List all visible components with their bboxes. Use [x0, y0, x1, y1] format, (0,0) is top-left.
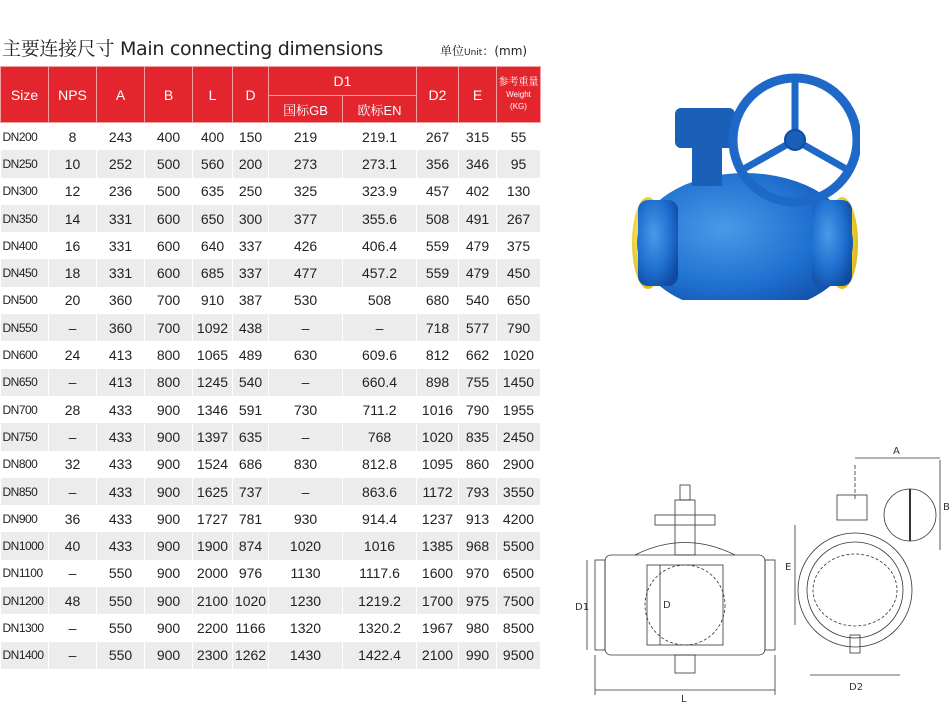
table-cell: 1020	[417, 423, 459, 450]
label-l: L	[681, 694, 687, 705]
table-cell: 12	[49, 178, 97, 205]
table-cell: 900	[145, 423, 193, 450]
table-cell: 150	[233, 123, 269, 151]
table-row	[1, 287, 541, 314]
table-row	[1, 532, 541, 559]
table-cell: 2000	[193, 560, 233, 587]
header-weight	[497, 67, 541, 123]
table-cell: 600	[145, 259, 193, 286]
table-cell: DN300	[1, 178, 49, 205]
table-cell: 337	[233, 259, 269, 286]
table-row	[1, 396, 541, 423]
table-cell: –	[49, 560, 97, 587]
table-row	[1, 560, 541, 587]
unit-label: 单位	[440, 44, 465, 58]
table-cell: 20	[49, 287, 97, 314]
header-d: D	[233, 67, 269, 123]
table-cell: 479	[459, 232, 497, 259]
table-cell: DN1300	[1, 614, 49, 641]
unit-value: ：(mm)	[482, 44, 528, 58]
table-cell: 1095	[417, 451, 459, 478]
table-cell: 1065	[193, 341, 233, 368]
table-cell: 130	[497, 178, 541, 205]
table-cell: 662	[459, 341, 497, 368]
table-cell: 914.4	[343, 505, 417, 532]
table-cell: 55	[497, 123, 541, 151]
table-cell: 489	[233, 341, 269, 368]
table-cell: –	[49, 614, 97, 641]
table-cell: 36	[49, 505, 97, 532]
table-cell: DN850	[1, 478, 49, 505]
table-cell: 1166	[233, 614, 269, 641]
table-cell: 980	[459, 614, 497, 641]
table-cell: 479	[459, 259, 497, 286]
header-d1: D1	[269, 67, 417, 96]
table-cell: DN700	[1, 396, 49, 423]
table-cell: 975	[459, 587, 497, 614]
table-cell: DN1400	[1, 642, 49, 669]
table-cell: 1016	[343, 532, 417, 559]
table-cell: 28	[49, 396, 97, 423]
table-cell: DN1000	[1, 532, 49, 559]
table-cell: 900	[145, 532, 193, 559]
table-cell: 1600	[417, 560, 459, 587]
table-cell: 600	[145, 232, 193, 259]
table-cell: –	[49, 478, 97, 505]
table-cell: 900	[145, 505, 193, 532]
table-cell: 4200	[497, 505, 541, 532]
table-cell: 640	[193, 232, 233, 259]
table-cell: 559	[417, 232, 459, 259]
table-cell: 1450	[497, 369, 541, 396]
table-cell: 426	[269, 232, 343, 259]
table-cell: 219.1	[343, 123, 417, 151]
table-cell: 375	[497, 232, 541, 259]
table-cell: 1237	[417, 505, 459, 532]
table-row	[1, 587, 541, 614]
table-cell: 680	[417, 287, 459, 314]
table-cell: 2100	[417, 642, 459, 669]
table-cell: 40	[49, 532, 97, 559]
table-cell: 9500	[497, 642, 541, 669]
table-cell: DN250	[1, 150, 49, 177]
table-cell: 355.6	[343, 205, 417, 232]
table-cell: 559	[417, 259, 459, 286]
table-cell: 508	[343, 287, 417, 314]
table-cell: DN750	[1, 423, 49, 450]
table-cell: 1262	[233, 642, 269, 669]
table-cell: 800	[145, 369, 193, 396]
table-cell: 1245	[193, 369, 233, 396]
header-weight-cn: 参考重量	[498, 76, 539, 88]
table-cell: 540	[233, 369, 269, 396]
header-a: A	[97, 67, 145, 123]
table-row	[1, 423, 541, 450]
table-cell: 900	[145, 642, 193, 669]
table-cell: DN650	[1, 369, 49, 396]
table-cell: 413	[97, 369, 145, 396]
table-cell: 812	[417, 341, 459, 368]
table-cell: 402	[459, 178, 497, 205]
table-cell: 243	[97, 123, 145, 151]
label-d2: D2	[849, 682, 864, 693]
table-cell: 219	[269, 123, 343, 151]
table-cell: 325	[269, 178, 343, 205]
header-e: E	[459, 67, 497, 123]
table-cell: 32	[49, 451, 97, 478]
table-cell: 609.6	[343, 341, 417, 368]
table-cell: 900	[145, 587, 193, 614]
table-cell: 900	[145, 560, 193, 587]
table-row	[1, 341, 541, 368]
table-cell: 1092	[193, 314, 233, 341]
table-cell: 377	[269, 205, 343, 232]
table-cell: 14	[49, 205, 97, 232]
table-cell: 711.2	[343, 396, 417, 423]
table-cell: 835	[459, 423, 497, 450]
table-cell: 635	[193, 178, 233, 205]
table-cell: 812.8	[343, 451, 417, 478]
table-cell: –	[49, 369, 97, 396]
table-cell: –	[49, 642, 97, 669]
table-cell: 400	[145, 123, 193, 151]
table-cell: 10	[49, 150, 97, 177]
table-cell: 8	[49, 123, 97, 151]
table-cell: DN500	[1, 287, 49, 314]
table-row	[1, 232, 541, 259]
table-cell: 457	[417, 178, 459, 205]
table-cell: 630	[269, 341, 343, 368]
table-cell: 591	[233, 396, 269, 423]
label-d: D	[663, 600, 671, 611]
table-row	[1, 205, 541, 232]
table-cell: DN1200	[1, 587, 49, 614]
table-cell: DN900	[1, 505, 49, 532]
table-cell: –	[269, 478, 343, 505]
table-cell: DN200	[1, 123, 49, 151]
table-cell: 660.4	[343, 369, 417, 396]
table-cell: 898	[417, 369, 459, 396]
table-cell: 24	[49, 341, 97, 368]
table-cell: 400	[193, 123, 233, 151]
table-cell: 5500	[497, 532, 541, 559]
table-cell: 768	[343, 423, 417, 450]
table-cell: 2200	[193, 614, 233, 641]
table-cell: 1397	[193, 423, 233, 450]
table-row	[1, 123, 541, 151]
table-cell: 1130	[269, 560, 343, 587]
table-row	[1, 478, 541, 505]
table-row	[1, 614, 541, 641]
table-cell: 500	[145, 178, 193, 205]
table-row	[1, 150, 541, 177]
table-cell: 577	[459, 314, 497, 341]
table-cell: 913	[459, 505, 497, 532]
table-cell: 900	[145, 396, 193, 423]
label-a: A	[893, 446, 900, 457]
label-b: B	[943, 502, 950, 513]
unit-note	[440, 42, 527, 59]
header-nps: NPS	[49, 67, 97, 123]
table-row	[1, 642, 541, 669]
table-cell: 433	[97, 423, 145, 450]
table-row	[1, 369, 541, 396]
table-cell: 360	[97, 314, 145, 341]
table-cell: 686	[233, 451, 269, 478]
table-cell: DN550	[1, 314, 49, 341]
dimensions-table	[0, 66, 541, 669]
table-cell: 1955	[497, 396, 541, 423]
table-cell: 730	[269, 396, 343, 423]
table-cell: 1230	[269, 587, 343, 614]
table-cell: 200	[233, 150, 269, 177]
table-cell: 550	[97, 587, 145, 614]
table-cell: 1219.2	[343, 587, 417, 614]
table-cell: –	[343, 314, 417, 341]
table-cell: 491	[459, 205, 497, 232]
table-cell: 700	[145, 287, 193, 314]
table-cell: 508	[417, 205, 459, 232]
table-cell: 863.6	[343, 478, 417, 505]
table-cell: 267	[417, 123, 459, 151]
table-cell: 900	[145, 451, 193, 478]
table-cell: 685	[193, 259, 233, 286]
table-cell: 433	[97, 396, 145, 423]
table-cell: 337	[233, 232, 269, 259]
table-cell: 2450	[497, 423, 541, 450]
table-cell: 236	[97, 178, 145, 205]
header-d2: D2	[417, 67, 459, 123]
table-cell: 976	[233, 560, 269, 587]
table-cell: 1172	[417, 478, 459, 505]
table-cell: 1020	[497, 341, 541, 368]
table-cell: 3550	[497, 478, 541, 505]
table-cell: 968	[459, 532, 497, 559]
table-cell: 2300	[193, 642, 233, 669]
table-cell: 18	[49, 259, 97, 286]
table-row	[1, 451, 541, 478]
table-cell: 700	[145, 314, 193, 341]
table-cell: 1320	[269, 614, 343, 641]
table-cell: 273	[269, 150, 343, 177]
table-cell: 800	[145, 341, 193, 368]
table-cell: 1320.2	[343, 614, 417, 641]
table-cell: 346	[459, 150, 497, 177]
table-cell: –	[49, 423, 97, 450]
table-cell: 530	[269, 287, 343, 314]
table-cell: 970	[459, 560, 497, 587]
table-cell: 900	[145, 478, 193, 505]
table-cell: 650	[497, 287, 541, 314]
table-cell: –	[269, 423, 343, 450]
table-row	[1, 178, 541, 205]
dimension-drawing	[575, 440, 950, 710]
table-cell: –	[269, 369, 343, 396]
table-cell: 860	[459, 451, 497, 478]
table-cell: 477	[269, 259, 343, 286]
table-cell: DN450	[1, 259, 49, 286]
table-cell: 550	[97, 642, 145, 669]
table-cell: 438	[233, 314, 269, 341]
table-cell: 7500	[497, 587, 541, 614]
table-cell: 781	[233, 505, 269, 532]
table-cell: 910	[193, 287, 233, 314]
table-cell: 737	[233, 478, 269, 505]
table-cell: –	[269, 314, 343, 341]
table-cell: 252	[97, 150, 145, 177]
table-cell: 433	[97, 505, 145, 532]
table-cell: 6500	[497, 560, 541, 587]
table-cell: 457.2	[343, 259, 417, 286]
table-cell: DN600	[1, 341, 49, 368]
table-cell: 755	[459, 369, 497, 396]
table-cell: DN1100	[1, 560, 49, 587]
header-l: L	[193, 67, 233, 123]
table-row	[1, 314, 541, 341]
table-cell: 433	[97, 532, 145, 559]
table-cell: 315	[459, 123, 497, 151]
table-cell: DN800	[1, 451, 49, 478]
table-cell: 406.4	[343, 232, 417, 259]
table-cell: 323.9	[343, 178, 417, 205]
table-cell: 1900	[193, 532, 233, 559]
table-cell: 356	[417, 150, 459, 177]
header-size: Size	[1, 67, 49, 123]
table-cell: 2900	[497, 451, 541, 478]
table-cell: 1422.4	[343, 642, 417, 669]
table-cell: 1524	[193, 451, 233, 478]
table-cell: 550	[97, 614, 145, 641]
header-d1-gb: 国标GB	[269, 96, 343, 123]
table-cell: 95	[497, 150, 541, 177]
table-cell: 331	[97, 205, 145, 232]
label-d1: D1	[575, 602, 590, 613]
table-cell: 874	[233, 532, 269, 559]
table-cell: 2100	[193, 587, 233, 614]
table-cell: 450	[497, 259, 541, 286]
table-cell: 650	[193, 205, 233, 232]
table-cell: 300	[233, 205, 269, 232]
table-cell: DN400	[1, 232, 49, 259]
table-cell: 1020	[233, 587, 269, 614]
table-cell: 250	[233, 178, 269, 205]
table-cell: 1967	[417, 614, 459, 641]
table-cell: 1020	[269, 532, 343, 559]
table-cell: DN350	[1, 205, 49, 232]
table-cell: 560	[193, 150, 233, 177]
table-cell: 1016	[417, 396, 459, 423]
table-cell: 433	[97, 478, 145, 505]
table-row	[1, 259, 541, 286]
table-cell: 331	[97, 232, 145, 259]
table-cell: 718	[417, 314, 459, 341]
table-cell: 790	[497, 314, 541, 341]
table-cell: 793	[459, 478, 497, 505]
table-cell: 331	[97, 259, 145, 286]
table-cell: 930	[269, 505, 343, 532]
table-cell: 1117.6	[343, 560, 417, 587]
table-row	[1, 505, 541, 532]
unit-en: Unit	[464, 48, 483, 58]
table-cell: 433	[97, 451, 145, 478]
table-cell: 990	[459, 642, 497, 669]
label-e: E	[785, 562, 792, 573]
table-cell: 500	[145, 150, 193, 177]
table-cell: 790	[459, 396, 497, 423]
table-cell: 635	[233, 423, 269, 450]
table-cell: 830	[269, 451, 343, 478]
table-cell: 540	[459, 287, 497, 314]
header-weight-en: Weight (KG)	[506, 89, 531, 111]
table-cell: 600	[145, 205, 193, 232]
table-cell: 1346	[193, 396, 233, 423]
page-title: 主要连接尺寸 Main connecting dimensions	[2, 38, 384, 60]
table-cell: 360	[97, 287, 145, 314]
table-cell: 1430	[269, 642, 343, 669]
table-cell: 48	[49, 587, 97, 614]
table-cell: 8500	[497, 614, 541, 641]
table-cell: 273.1	[343, 150, 417, 177]
table-cell: 413	[97, 341, 145, 368]
table-cell: 550	[97, 560, 145, 587]
table-cell: 16	[49, 232, 97, 259]
valve-photo	[630, 60, 860, 300]
header-d1-en: 欧标EN	[343, 96, 417, 123]
table-cell: 1625	[193, 478, 233, 505]
table-cell: 1700	[417, 587, 459, 614]
table-cell: 387	[233, 287, 269, 314]
table-cell: 1385	[417, 532, 459, 559]
table-cell: 1727	[193, 505, 233, 532]
header-b: B	[145, 67, 193, 123]
table-cell: 900	[145, 614, 193, 641]
table-cell: –	[49, 314, 97, 341]
table-cell: 267	[497, 205, 541, 232]
